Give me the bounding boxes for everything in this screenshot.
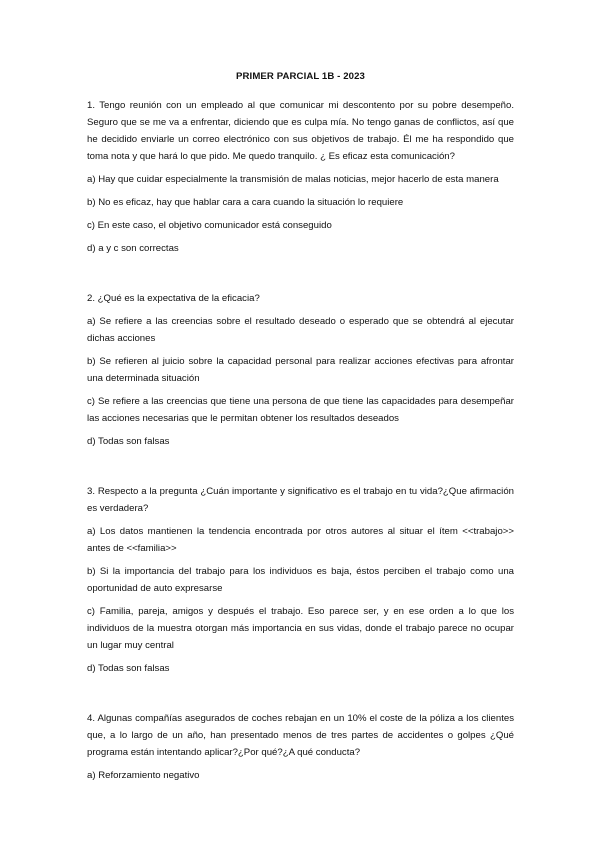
answer-option-a: a) Hay que cuidar especialmente la transmisión de malas noticias, mejor hacerlo de esta manera — [87, 174, 499, 185]
answer-option-b: b) Se refieren al juicio sobre la capacidad personal para realizar acciones efectivas para afrontar una determinada situación — [87, 356, 514, 384]
answer-option-a: a) Los datos mantienen la tendencia encontrada por otros autores al situar el ítem <<trabajo>> antes de <<familia>> — [87, 526, 514, 554]
question-text: 4. Algunas compañías asegurados de coches rebajan en un 10% el coste de la póliza a los clientes que, a lo largo de un año, han presentado menos de tres partes de accidentes o golpes ¿Qué programa están intentando aplicar?¿Por qué?¿A qué conducta? — [87, 713, 514, 758]
answer-option-b: b) No es eficaz, hay que hablar cara a cara cuando la situación lo requiere — [87, 197, 404, 208]
question-text: 3. Respecto a la pregunta ¿Cuán importante y significativo es el trabajo en tu vida?¿Que afirmación es verdadera? — [87, 486, 514, 514]
answer-option-c: c) Familia, pareja, amigos y después el trabajo. Eso parece ser, y en ese orden a lo que los individuos de la muestra otorgan más importancia en sus vidas, donde el trabajo parece no ocupar un lugar muy central — [87, 606, 514, 651]
answer-option-a: a) Se refiere a las creencias sobre el resultado deseado o esperado que se obtendrá al ejecutar dichas acciones — [87, 316, 514, 344]
exam-title: PRIMER PARCIAL 1B - 2023 — [236, 71, 365, 82]
answer-option-d: d) a y c son correctas — [87, 243, 179, 254]
question-block-3 — [87, 483, 514, 677]
answer-option-d: d) Todas son falsas — [87, 436, 170, 447]
answer-option-d: d) Todas son falsas — [87, 663, 170, 674]
answer-option-b: b) Si la importancia del trabajo para los individuos es baja, éstos perciben el trabajo como una oportunidad de auto expresarse — [87, 566, 514, 594]
answer-option-c: c) Se refiere a las creencias que tiene una persona de que tiene las capacidades para desempeñar las acciones necesarias que le permitan obtener los resultados deseados — [87, 396, 514, 424]
question-block-2 — [87, 290, 514, 450]
answer-option-a: a) Reforzamiento negativo — [87, 770, 200, 781]
question-text: 1. Tengo reunión con un empleado al que comunicar mi descontento por su pobre desempeño. Seguro que se me va a enfrentar, diciendo que es culpa mía. No tengo ganas de conflictos, así que he decidido enviarle un correo electrónico con sus objetivos de trabajo. Él me ha respondido que toma nota y que hará lo que pido. Me quedo tranquilo. ¿ Es eficaz esta comunicación? — [87, 100, 514, 162]
answer-option-c: c) En este caso, el objetivo comunicador está conseguido — [87, 220, 332, 231]
question-block-4 — [87, 710, 514, 784]
question-block-1 — [87, 97, 514, 257]
question-text: 2. ¿Qué es la expectativa de la eficacia? — [87, 293, 260, 304]
